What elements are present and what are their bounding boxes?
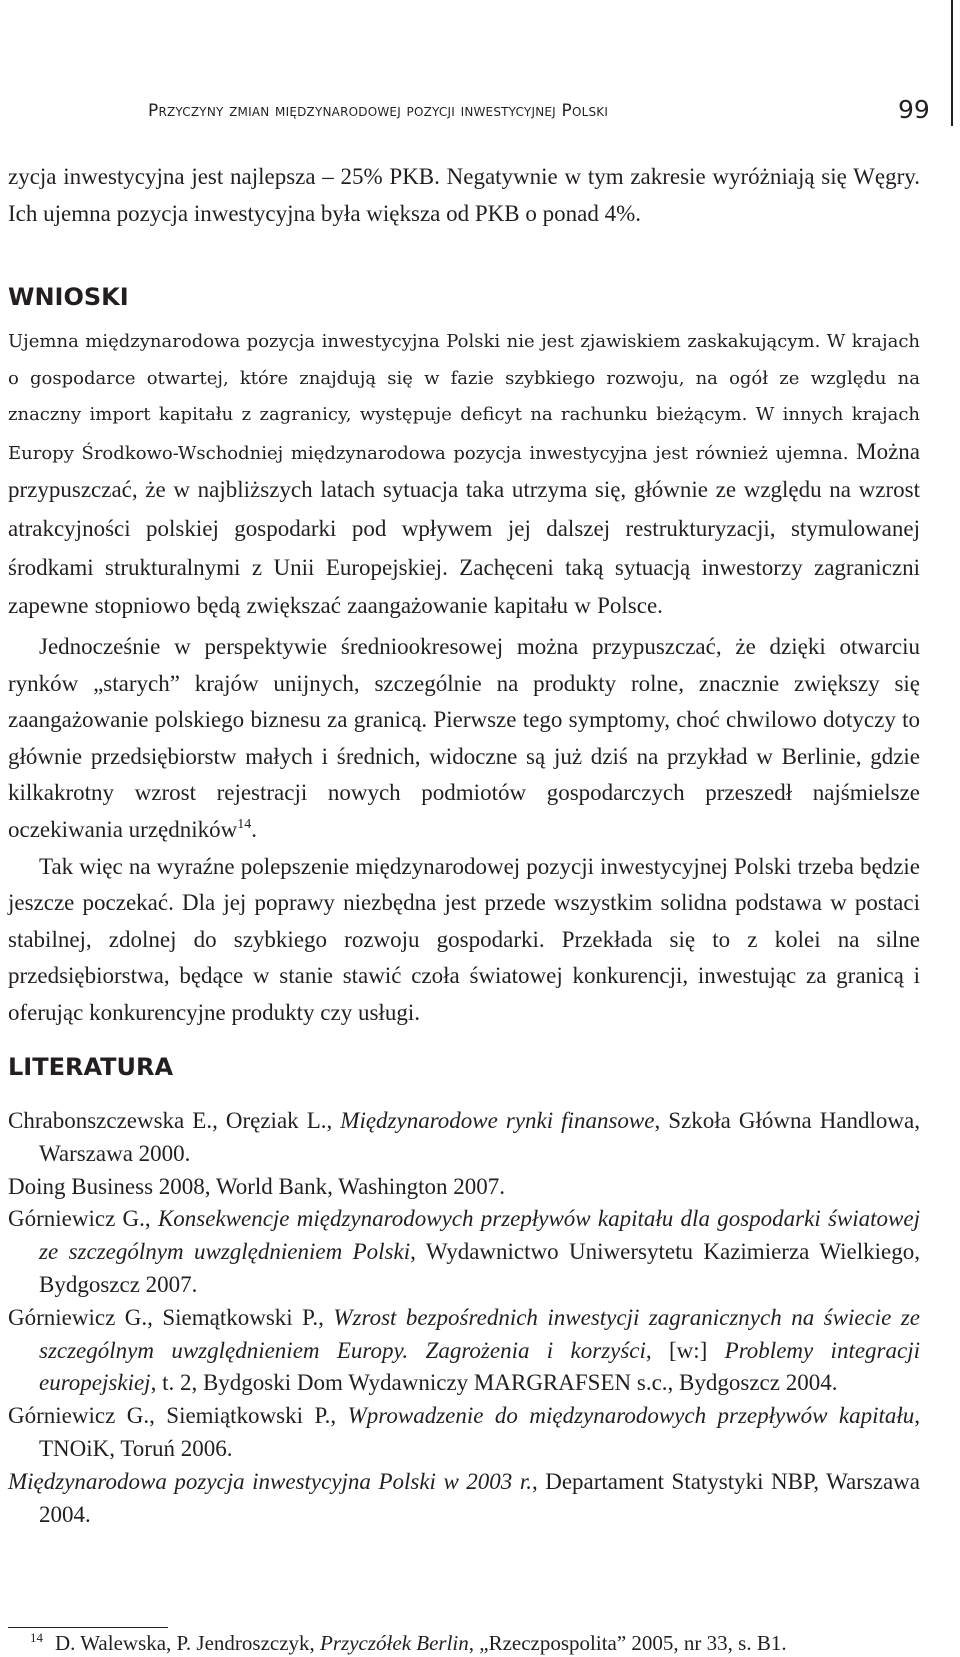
reference-list [8, 1105, 920, 1531]
reference-authors: Górniewicz G., Siemątkowski P., [8, 1304, 334, 1330]
intro-paragraph: zycja inwestycyjna jest najlepsza – 25% PKB. Negatywnie w tym zakresie wyróżniają się Węgry. Ich ujemna pozycja inwestycyjna była większa od PKB o ponad 4%. [8, 164, 920, 226]
reference-item [8, 1171, 920, 1204]
footnote-authors: D. Walewska, P. Jendroszczyk, [55, 1631, 321, 1655]
conclusions-paragraph-1-part-b: Można przypuszczać, że w najbliższych latach sytuacja taka utrzyma się, głównie ze względu na wzrost atrakcyjności polskiej gospodarki pod wpływem jej dalszej restrukturyzacji, stymulowanej środkami strukturalnymi z Unii Europejskiej. Zachęceni taką sytuacją inwestorzy zagraniczni zapewne stopniowo będą zwiększać zaangażowanie kapitału w Polsce. [8, 438, 921, 619]
reference-authors: Górniewicz G., [8, 1206, 158, 1232]
conclusions-paragraph-1-part-a: Ujemna międzynarodowa pozycja inwestycyjna Polski nie jest zjawiskiem zaskakującym. W krajach o gospodarce otwartej, które znajdują się w fazie szybkiego rozwoju, na ogół ze względu na znaczny import kapitału z zagranicy, występuje deficyt na rachunku bieżącym. W innych krajach Europy Środkowo-Wschodniej międzynarodowa pozycja inwestycyjna jest również ujemna. [8, 331, 920, 464]
conclusions-paragraphs [8, 629, 920, 1032]
reference-publisher: , t. 2, Bydgoski Dom Wydawniczy MARGRAFSEN s.c., Bydgoszcz 2004. [150, 1370, 838, 1396]
page-number: 99 [898, 95, 930, 124]
reference-publisher: , TNOiK, Toruń 2006. [39, 1403, 920, 1461]
reference-title: Międzynarodowa pozycja inwestycyjna Polski w 2003 r. [8, 1468, 532, 1494]
running-header [148, 95, 948, 131]
conclusions-paragraph-2 [8, 629, 920, 849]
margin-rule [951, 0, 953, 126]
reference-item [8, 1203, 920, 1301]
reference-item [8, 1105, 920, 1171]
reference-publisher: , Departament Statystyki NBP, Warszawa 2004. [39, 1468, 921, 1527]
reference-title: Konsekwencje międzynarodowych przepływów kapitału dla gospodarki światowej ze szczególnym uwzględnieniem Polski [39, 1206, 920, 1265]
reference-item [8, 1302, 920, 1400]
reference-container-title: Problemy integracji europejskiej [39, 1337, 920, 1396]
footnote [8, 1631, 787, 1655]
literature-heading: LITERATURA [8, 1053, 174, 1081]
reference-publisher: , Szkoła Główna Handlowa, Warszawa 2000. [39, 1108, 920, 1166]
footnote-number: 14 [30, 1630, 43, 1645]
reference-item [8, 1400, 920, 1466]
footnote-separator [8, 1627, 168, 1628]
footnote-source: , „Rzeczpospolita” 2005, nr 33, s. B1. [468, 1631, 787, 1655]
footnote-title: Przyczółek Berlin [320, 1631, 469, 1655]
reference-title: Wzrost bezpośrednich inwestycji zagranicznych na świecie ze szczególnym uwzględnieniem Europy. Zagrożenia i korzyści [39, 1304, 920, 1363]
reference-text: Doing Business 2008, World Bank, Washington 2007. [8, 1173, 505, 1199]
footnote-reference[interactable]: 14 [237, 816, 252, 832]
reference-authors: Chrabonszczewska E., Oręziak L., [8, 1108, 341, 1133]
reference-title: Międzynarodowe rynki finansowe [340, 1108, 655, 1133]
conclusions-paragraph-2-text: Jednocześnie w perspektywie średniookresowej można przypuszczać, że dzięki otwarciu rynków „starych” krajów unijnych, szczególnie na produkty rolne, znacznie zwiększy się zaangażowanie polskiego biznesu za granicą. Pierwsze tego symptomy, choć chwilowo dotyczy to głównie przedsiębiorstw małych i średnich, widoczne są już dziś na przykład w Berlinie, gdzie kilkakrotny wzrost rejestracji nowych podmiotów gospodarczych przeszedł najśmielsze oczekiwania urzędników [8, 634, 920, 842]
conclusions-paragraph-2-end: . [251, 816, 258, 842]
conclusions-paragraph-1-text [8, 324, 920, 627]
reference-title: Wprowadzenie do międzynarodowych przepływów kapitału [347, 1403, 915, 1429]
reference-item [8, 1466, 920, 1532]
conclusions-paragraph-3: Tak więc na wyraźne polepszenie międzynarodowej pozycji inwestycyjnej Polski trzeba będzie jeszcze poczekać. Dla jej poprawy niezbędna jest przede wszystkim solidna podstawa w postaci stabilnej, zdolnej do szybkiego rozwoju gospodarki. Przekłada się to z kolei na silne przedsiębiorstwa, będące w stanie stawić czoła światowej konkurencji, inwestując za granicą i oferując konkurencyjne produkty czy usługi. [8, 853, 920, 1025]
conclusions-paragraph-1 [8, 324, 920, 627]
intro-paragraph-block [8, 159, 920, 232]
reference-publisher: , Wydawnictwo Uniwersytetu Kazimierza Wielkiego, Bydgoszcz 2007. [39, 1239, 921, 1297]
conclusions-heading: WNIOSKI [8, 283, 129, 311]
reference-connector: , [w:] [645, 1337, 725, 1363]
reference-authors: Górniewicz G., Siemiątkowski P., [8, 1403, 348, 1429]
running-title: Przyczyny zmian międzynarodowej pozycji inwestycyjnej Polski [148, 101, 609, 121]
